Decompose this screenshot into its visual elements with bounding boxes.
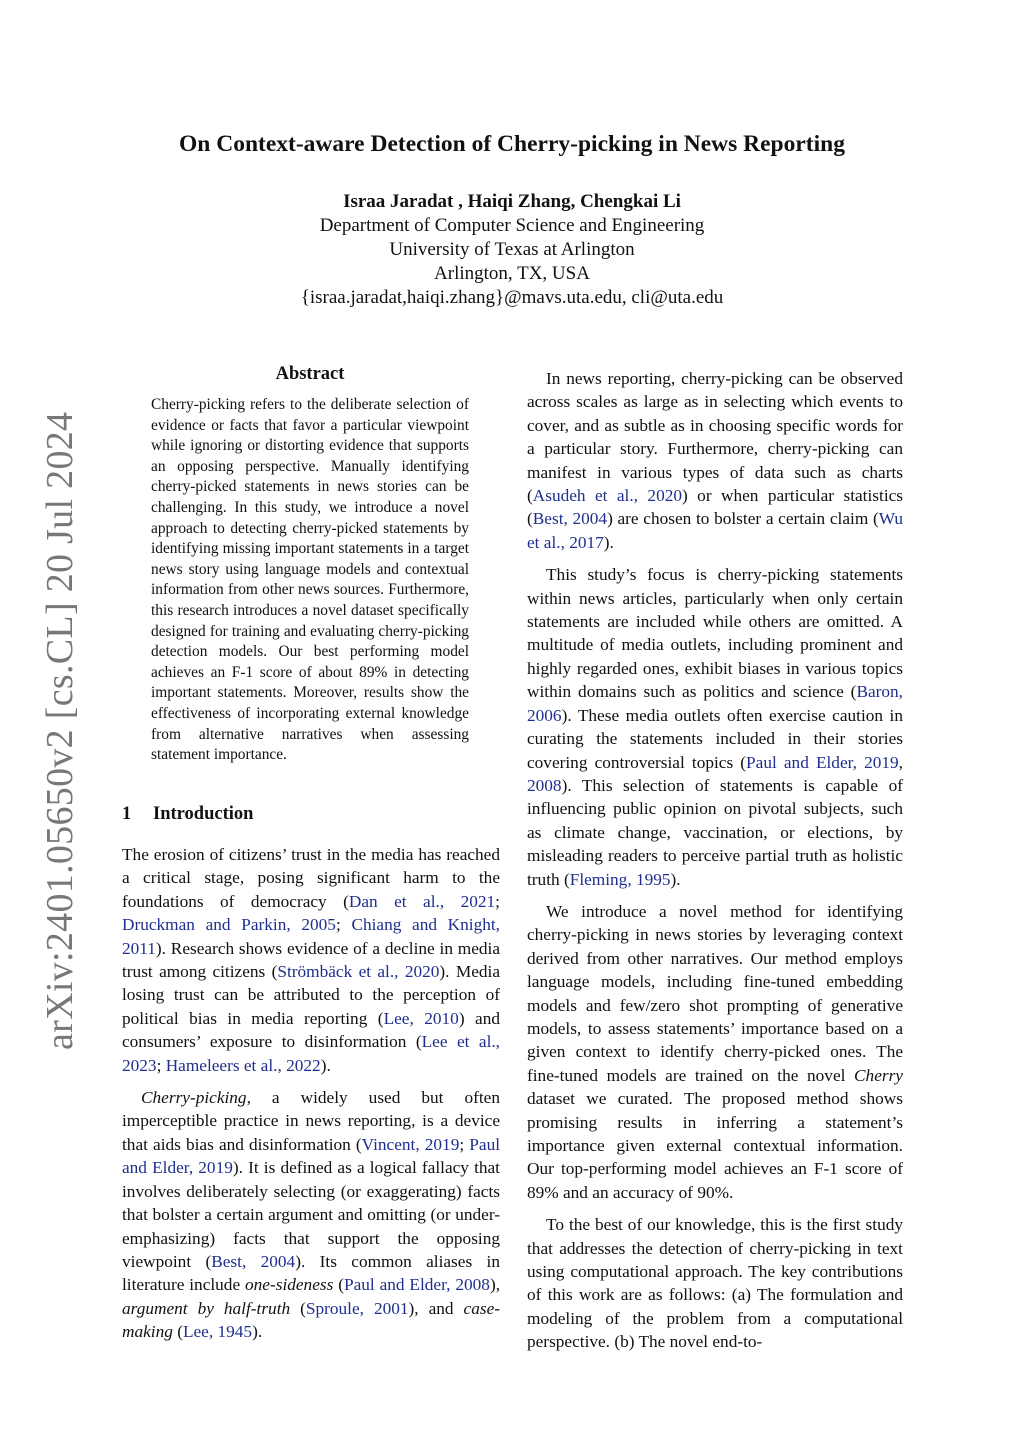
section-title: Introduction <box>153 804 254 824</box>
paper-title: On Context-aware Detection of Cherry-picking in News Reporting <box>179 131 845 157</box>
citation-link[interactable]: Fleming, 1995 <box>569 869 671 889</box>
intro-paragraph-5: We introduce a novel method for identifying cherry-picking in news stories by leveraging context derived from other narratives. Our method employs language models, including fine-tuned embedding models and few/zero shot prompting of generative models, to assess statements’ importance based on a given context to identify cherry-picked ones. The fine-tuned models are trained on the novel Cherry dataset we curated. The proposed method shows promising results in inferring a statement’s importance given external contextual information. Our top-performing model achieves an F-1 score of 89% and an accuracy of 90%. <box>527 901 903 1202</box>
citation-link[interactable]: Dan et al., 2021 <box>348 891 496 911</box>
intro-paragraph-6: To the best of our knowledge, this is the first study that addresses the detection of cherry-picking in text using computational approach. The key contributions of this work are as follows: (a) The formulation and modeling of the problem from a computational perspective. (b) The novel end-to- <box>527 1215 903 1352</box>
citation-link[interactable]: Lee, 2010 <box>383 1008 459 1028</box>
citation-link[interactable]: Paul and Elder, 2019 <box>122 1134 501 1178</box>
citation-link[interactable]: Wu et al., 2017 <box>527 509 903 552</box>
affiliation-location: Arlington, TX, USA <box>434 263 590 284</box>
citation-link[interactable]: Baron, 2006 <box>527 682 903 725</box>
abstract-text: Cherry-picking refers to the deliberate selection of evidence or facts that favor a particular viewpoint while ignoring or distorting evidence that supports an opposing perspective. Manually identifying cherry-picked statements in news stories can be challenging. In this study, we introduce a novel approach to detecting cherry-picked statements by identifying missing important statements in a target news story using language models and contextual information from other news sources. Furthermore, this research introduces a novel dataset specifically designed for training and evaluating cherry-picking detection models. Our best performing model achieves an F-1 score of about 89% in detecting important statements. Moreover, results show the effectiveness of incorporating external knowledge from alternative narratives when assessing statement importance. <box>151 396 469 764</box>
section-heading-introduction <box>122 804 500 825</box>
author-emails: {israa.jaradat,haiqi.zhang}@mavs.uta.edu, cli@uta.edu <box>300 287 724 308</box>
citation-link[interactable]: Paul and Elder, 2008 <box>343 1275 490 1295</box>
right-column <box>527 367 903 1363</box>
citation-link[interactable]: Hameleers et al., 2022 <box>165 1055 321 1075</box>
abstract-heading: Abstract <box>275 364 345 384</box>
intro-paragraph-4: This study’s focus is cherry-picking statements within news articles, particularly when only certain statements are included while others are omitted. A multitude of media outlets, including prominent and highly regarded ones, exhibit biases in various topics within domains such as politics and science (Baron, 2006). These media outlets often exercise caution in curating the statements included in their stories covering controversial topics (Paul and Elder, 2019, 2008). This selection of statements is capable of influencing public opinion on pivotal subjects, such as climate change, vaccination, or elections, by misleading readers to perceive partial truth as holistic truth (Fleming, 1995). <box>527 565 903 889</box>
author-block <box>0 190 1024 310</box>
arxiv-identifier: arXiv:2401.05650v2 [cs.CL] 20 Jul 2024 <box>39 411 81 1050</box>
citation-link[interactable]: Chiang and Knight, 2011 <box>122 915 500 958</box>
citation-link[interactable]: Asudeh et al., 2020 <box>532 486 682 506</box>
intro-paragraph-3: In news reporting, cherry-picking can be observed across scales as large as in selecting which events to cover, and as subtle as in choosing specific words for a particular story. Furthermore, cherry-picking can manifest in various types of data such as charts (Asudeh et al., 2020) or when particular statistics (Best, 2004) are chosen to bolster a certain claim (Wu et al., 2017). <box>527 369 904 552</box>
citation-link[interactable]: 2008 <box>527 775 562 795</box>
section-number: 1 <box>122 804 132 824</box>
citation-link[interactable]: Vincent, 2019 <box>361 1134 460 1154</box>
affiliation-department: Department of Computer Science and Engineering <box>319 215 705 236</box>
citation-link[interactable]: Druckman and Parkin, 2005 <box>122 915 336 935</box>
intro-paragraph-2: Cherry-picking, a widely used but often imperceptible practice in news reporting, is a device that aids bias and disinformation (Vincent, 2019; Paul and Elder, 2019). It is defined as a logical fallacy that involves deliberately selecting (or exaggerating) facts that bolster a certain argument and omitting (or under-emphasizing) facts that support the opposing viewpoint (Best, 2004). Its common aliases in literature include one-sideness (Paul and Elder, 2008), argument by half-truth (Sproule, 2001), and case-making (Lee, 1945). <box>122 1088 501 1342</box>
citation-link[interactable]: Paul and Elder, 2019 <box>746 752 899 772</box>
citation-link[interactable]: Lee, 1945 <box>182 1322 253 1342</box>
citation-link[interactable]: Best, 2004 <box>211 1251 296 1271</box>
citation-link[interactable]: Sproule, 2001 <box>305 1298 409 1318</box>
left-column <box>122 843 500 1353</box>
author-names: Israa Jaradat , Haiqi Zhang, Chengkai Li <box>343 191 681 212</box>
citation-link[interactable]: Best, 2004 <box>532 509 608 529</box>
intro-paragraph-1: The erosion of citizens’ trust in the media has reached a critical stage, posing significant harm to the foundations of democracy (Dan et al., 2021; Druckman and Parkin, 2005; Chiang and Knight, 2011). Research shows evidence of a decline in media trust among citizens (Strömbäck et al., 2020). Media losing trust can be attributed to the perception of political bias in media reporting (Lee, 2010) and consumers’ exposure to disinformation (Lee et al., 2023; Hameleers et al., 2022). <box>122 845 501 1075</box>
citation-link[interactable]: Lee et al., 2023 <box>122 1032 501 1075</box>
citation-link[interactable]: Strömbäck et al., 2020 <box>277 962 440 982</box>
abstract-section <box>151 364 469 766</box>
affiliation-university: University of Texas at Arlington <box>389 239 635 260</box>
